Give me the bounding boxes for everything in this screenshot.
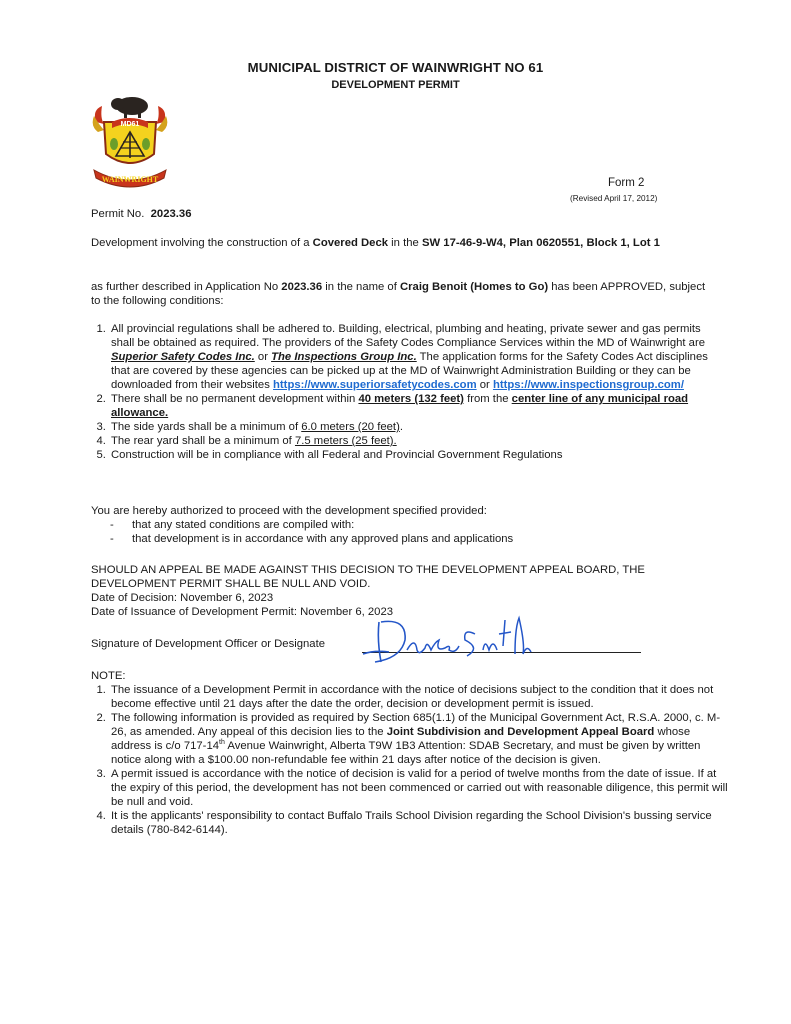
side-yard-value: 6.0 meters (20 feet): [301, 421, 400, 433]
note-text: Avenue Wainwright, Alberta T9W 1B3 Attention: SDAB Secretary, and must be given by written notice along with a $100.00 non-refundable fee within 21 days after notice of the decision is given.: [111, 740, 701, 766]
document-subtitle: DEVELOPMENT PERMIT: [331, 79, 460, 91]
condition-item: [109, 322, 723, 392]
condition-text: There shall be no permanent development within: [111, 393, 356, 405]
condition-item: [109, 434, 723, 448]
decision-date: Date of Decision: November 6, 2023: [91, 592, 274, 604]
handwritten-signature: [355, 600, 535, 670]
signature-label: Signature of Development Officer or Designate: [91, 638, 326, 650]
condition-text: The side yards shall be a minimum of: [111, 421, 299, 433]
setback-distance: 40 meters (132 feet): [358, 393, 464, 405]
condition-text: All provincial regulations shall be adhered to. Building, electrical, plumbing and heating, private sewer and gas permits shall be obtained as required. The providers of the Safety Codes Compliance Services within the MD of Wainwright are: [111, 323, 706, 349]
application-description: [91, 280, 711, 308]
link-superior-safety-codes[interactable]: https://www.superiorsafetycodes.com: [273, 379, 477, 391]
revision-date: (Revised April 17, 2012): [570, 194, 658, 203]
logo-top-text: MD61: [120, 121, 140, 128]
form-number: Form 2: [608, 177, 645, 189]
provider-inspections-group: The Inspections Group Inc.: [271, 351, 417, 363]
permit-number-label: Permit No.: [91, 208, 145, 220]
application-in-name: in the name of: [325, 281, 397, 293]
provider-superior: Superior Safety Codes Inc.: [111, 351, 255, 363]
development-in-the: in the: [391, 237, 419, 249]
authorization-item-text: that development is in accordance with any approved plans and applications: [132, 533, 514, 545]
note-text: The following information is provided as required by Section 685(1.1) of the Municipal Government Act, R.S.A. 2000, c. M-26, as amended. Any appeal of this decision lies to the: [111, 712, 721, 738]
appeal-warning: SHOULD AN APPEAL BE MADE AGAINST THIS DECISION TO THE DEVELOPMENT APPEAL BOARD, THE DEVELOPMENT PERMIT SHALL BE NULL AND VOID.: [91, 564, 645, 590]
dash-bullet: -: [110, 533, 114, 545]
superscript: th: [219, 739, 225, 747]
md-crest-logo: [88, 92, 172, 192]
condition-text: The application forms for the Safety Codes Act disciplines that are covered by these agencies can be picked up at the MD of Wainwright Administration Building or they can be downloaded from their websites: [111, 351, 708, 391]
note-item: [109, 711, 729, 767]
permit-number-line: [91, 207, 191, 221]
conditions-list: [91, 322, 723, 462]
setback-reference: center line of any municipal road allowance.: [111, 393, 689, 419]
development-intro: Development involving the construction of a: [91, 237, 310, 249]
logo-bottom-text: WAINWRIGHT: [101, 175, 159, 184]
appeal-board-name: Joint Subdivision and Development Appeal Board: [386, 726, 655, 738]
link-inspections-group[interactable]: https://www.inspectionsgroup.com/: [492, 379, 684, 391]
rear-yard-value: 7.5 meters (25 feet).: [294, 435, 397, 447]
condition-text: The rear yard shall be a minimum of: [111, 435, 292, 447]
dash-bullet: -: [110, 519, 114, 531]
condition-item: [109, 448, 723, 462]
note-item: 3. A permit issued is accordance with the notice of decision is valid for a period of twelve months from the date of issue. If at the expiry of this period, the development has not been commenced or carried out with reasonable diligence, this permit will be null and void.: [109, 767, 729, 809]
notes-heading: NOTE:: [91, 670, 126, 682]
issuance-date: Date of Issuance of Development Permit: November 6, 2023: [91, 606, 394, 618]
authorization-item-text: that any stated conditions are compiled with:: [132, 519, 355, 531]
application-number: 2023.36: [281, 281, 323, 293]
authorization-item: [110, 518, 710, 532]
development-location: SW 17-46-9-W4, Plan 0620551, Block 1, Lot 1: [421, 237, 660, 249]
authorization-item: [110, 532, 710, 546]
authorization-intro: You are hereby authorized to proceed with the development specified provided:: [91, 505, 487, 517]
permit-number: 2023.36: [150, 208, 192, 220]
development-type: Covered Deck: [312, 237, 389, 249]
condition-text: from the: [467, 393, 509, 405]
condition-text: or: [257, 351, 268, 363]
application-suffix: has been APPROVED, subject to the following conditions:: [91, 281, 706, 307]
application-prefix: as further described in Application No: [91, 281, 279, 293]
note-item: 4. It is the applicants' responsibility to contact Buffalo Trails School Division regarding the School Division's bussing service details (780-842-6144).: [109, 809, 729, 837]
applicant-name: Craig Benoit (Homes to Go): [400, 281, 549, 293]
condition-item: [109, 392, 723, 420]
note-text: whose address is c/o 717-14: [111, 726, 691, 752]
condition-item: 3. The side yards shall be a minimum of 6.0 meters (20 feet).: [109, 420, 723, 434]
development-description: [91, 236, 711, 250]
document-title: MUNICIPAL DISTRICT OF WAINWRIGHT NO 61: [247, 60, 544, 75]
notes-list: [91, 683, 729, 837]
note-item: 1. The issuance of a Development Permit in accordance with the notice of decisions subject to the condition that it does not become effective until 21 days after the date the order, decision or development permit is issued.: [109, 683, 729, 711]
condition-text: or: [479, 379, 490, 391]
condition-text: Construction will be in compliance with all Federal and Provincial Government Regulations: [111, 449, 563, 461]
